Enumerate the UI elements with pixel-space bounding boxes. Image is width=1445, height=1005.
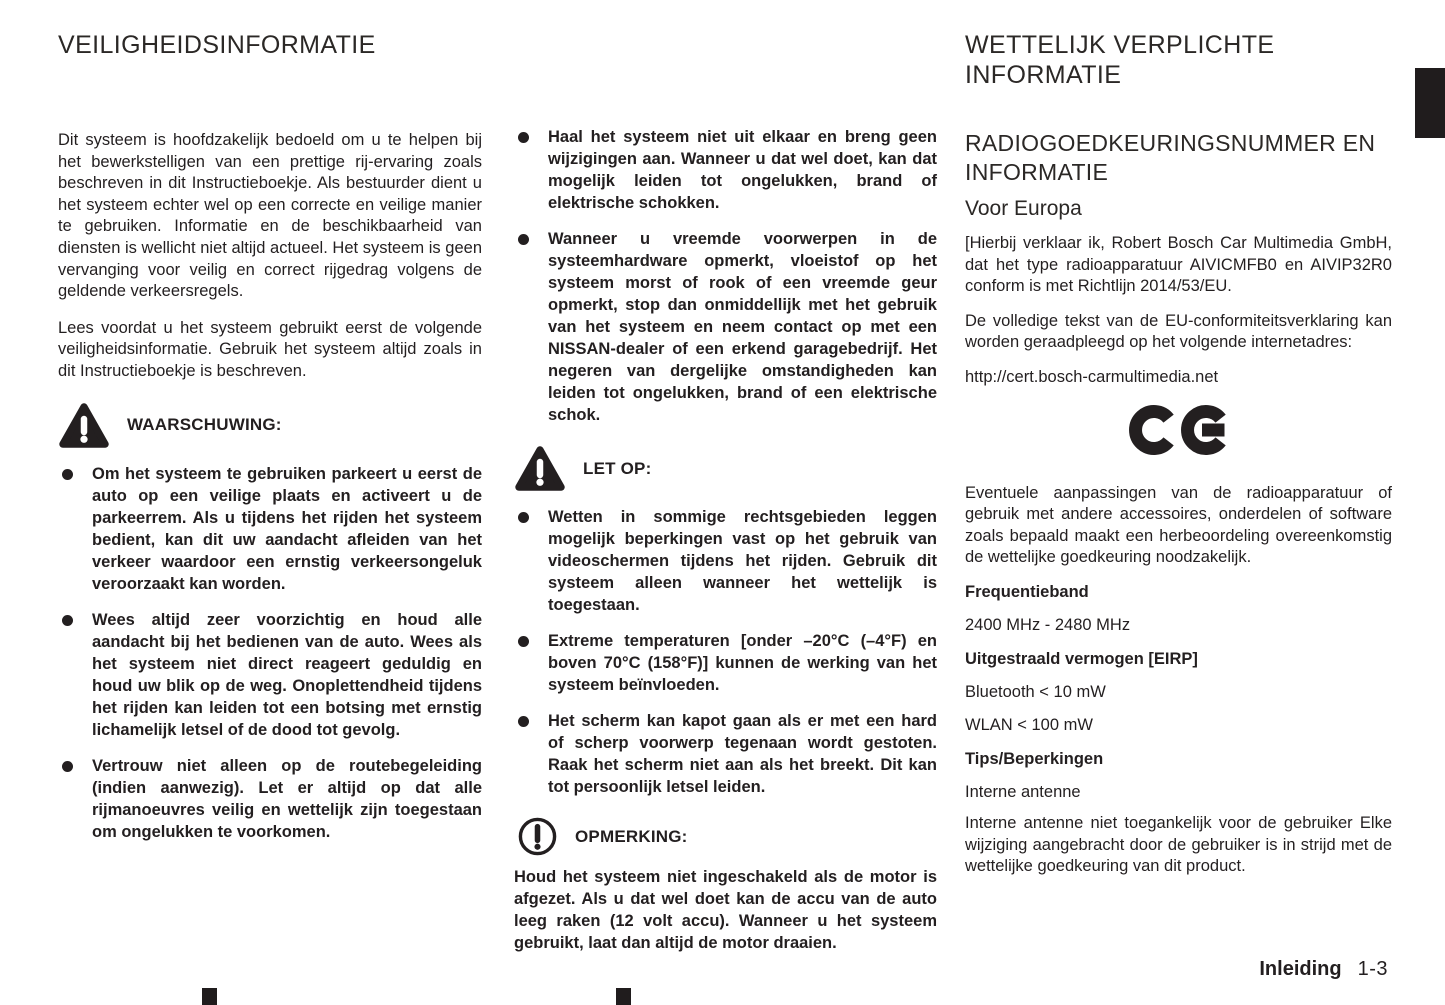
safety-intro-paragraph: Dit systeem is hoofdzakelijk bedoeld om u te helpen bij het bewerkstelligen van een prettige rij-ervaring zoals beschreven in dit Instructieboekje. Als bestuurder dient u het systeem echter wel op een correcte en veilige manier te gebruiken. Informatie en de beschikbaarheid van diensten is wellicht niet altijd actueel. Het systeem is geen vervanging voor veilig en correct rijgedrag volgens de geldende verkeersregels. [58, 131, 482, 301]
warning-bullet-text: Wees altijd zeer voorzichtig en houd alle aandacht bij het bedienen van de auto. Wees als het systeem niet direct reageert geduldig en houd uw blik op de weg. Onoplettendheid tijdens het rijden kan leiden tot een botsing met ernstig lichamelijk letsel of de dood tot gevolg. [92, 610, 482, 739]
page-title-safety: VEILIGHEIDSINFORMATIE [58, 31, 376, 59]
legal-information-column [965, 0, 1392, 878]
warning-bullet-item [514, 126, 937, 214]
wlan-power-value: WLAN < 100 mW [965, 715, 1093, 734]
radiated-power-label: Uitgestraald vermogen [EIRP] [965, 649, 1198, 668]
warning-bullet-text: Vertrouw niet alleen op de routebegeleiding (indien aanwezig). Let er altijd op dat alle rijmanoeuvres veilig en wettelijk zijn toegestaan om ongelukken te voorkomen. [92, 756, 482, 841]
page-footer [1259, 957, 1388, 981]
conformity-fulltext-paragraph: De volledige tekst van de EU-conformiteitsverklaring kan worden geraadpleegd op het volgende internetadres: [965, 311, 1392, 352]
caution-bullet-item [514, 506, 937, 616]
caution-label: LET OP: [583, 458, 652, 478]
bullet-icon [518, 716, 529, 727]
registration-mark [202, 988, 217, 1005]
warning-bullet-item [514, 228, 937, 426]
warning-bullet-item [58, 463, 482, 595]
frequency-band-value: 2400 MHz - 2480 MHz [965, 615, 1131, 634]
modification-note-paragraph: Eventuele aanpassingen van de radioapparatuur of gebruik met andere accessoires, onderdelen of software zoals bepaald maakt een herbeoordeling overeenkomstig de wettelijke goedkeuring noodzakelijk. [965, 483, 1392, 567]
warning-triangle-icon [58, 402, 110, 449]
warning-bullet-item [58, 755, 482, 843]
region-heading: Voor Europa [965, 197, 1082, 220]
frequency-band-label: Frequentieband [965, 582, 1089, 601]
warning-bullet-item [58, 609, 482, 741]
ce-mark-container [965, 396, 1392, 469]
page-title-legal: WETTELIJK VERPLICHTE INFORMATIE [965, 31, 1275, 89]
bullet-icon [62, 615, 73, 626]
bullet-icon [518, 636, 529, 647]
footer-page-number: 1-3 [1357, 958, 1388, 980]
bullet-icon [62, 469, 73, 480]
warning-label: WAARSCHUWING: [127, 415, 282, 435]
chapter-tab-marker [1415, 68, 1445, 138]
bullet-icon [518, 132, 529, 143]
warning-bullet-text: Haal het systeem niet uit elkaar en breng geen wijzigingen aan. Wanneer u dat wel doet, kan dat mogelijk leiden tot ongelukken, brand of elektrische schokken. [548, 128, 937, 212]
safety-information-column [58, 0, 482, 843]
tips-restrictions-label: Tips/Beperkingen [965, 749, 1104, 768]
warning-bullet-text: Wanneer u vreemde voorwerpen in de systeemhardware opmerkt, vloeistof op het systeem morst of rook of een vreemde geur opmerkt, stop dan onmiddellijk met het gebruik van het systeem en neem contact op met een NISSAN-dealer of een erkend garagebedrijf. Het negeren van dergelijke omstandigheden kan leiden tot ongelukken, brand of een elektrische schok. [548, 230, 937, 424]
warnings-continued-column [514, 0, 937, 954]
caution-bullet-item [514, 630, 937, 696]
bullet-icon [518, 512, 529, 523]
bluetooth-power-value: Bluetooth < 10 mW [965, 682, 1106, 701]
caution-bullet-text: Het scherm kan kapot gaan als er met een hard of scherp voorwerp tegenaan wordt gestoten. Raak het scherm niet aan als het breekt. Dit kan tot persoonlijk letsel leiden. [548, 712, 937, 796]
note-label: OPMERKING: [575, 826, 688, 846]
internal-antenna-value: Interne antenne [965, 782, 1081, 801]
note-exclamation-circle-icon [517, 816, 558, 857]
ce-mark-logo [1129, 396, 1229, 464]
footer-chapter-label: Inleiding [1259, 958, 1342, 980]
warning-bullet-text: Om het systeem te gebruiken parkeert u eerst de auto op een veilige plaats en activeert u de parkeerrem. Als u tijdens het rijden het systeem bedient, kan dit uw aandacht afleiden van het verkeer waardoor een ernstig verkeersongeluk veroorzaakt kan worden. [92, 464, 482, 593]
certificate-url: http://cert.bosch-carmultimedia.net [965, 367, 1219, 386]
note-header [514, 816, 937, 857]
caution-bullet-text: Wetten in sommige rechtsgebieden leggen mogelijk beperkingen vast op het gebruik van videoschermen tijdens het rijden. Gebruik dit systeem alleen wanneer het wettelijk is toegestaan. [548, 508, 937, 614]
radio-approval-heading: RADIOGOEDKEURINGSNUMMER EN INFORMATIE [965, 130, 1376, 185]
caution-bullet-item [514, 710, 937, 798]
caution-triangle-icon [514, 445, 566, 492]
antenna-note-paragraph: Interne antenne niet toegankelijk voor de gebruiker Elke wijziging aangebracht door de gebruiker is in strijd met de wettelijke goedkeuring van dit product. [965, 813, 1392, 876]
warning-header [58, 402, 482, 449]
safety-read-first-paragraph: Lees voordat u het systeem gebruikt eerst de volgende veiligheidsinformatie. Gebruik het systeem altijd zoals in dit Instructieboekje is beschreven. [58, 318, 482, 380]
bullet-icon [62, 761, 73, 772]
registration-mark [616, 988, 631, 1005]
note-text: Houd het systeem niet ingeschakeld als de motor is afgezet. Als u dat wel doet kan de accu van de auto leeg raken (12 volt accu). Wanneer u het systeem gebruikt, laat dan altijd de motor draaien. [514, 868, 937, 952]
caution-header [514, 445, 937, 492]
conformity-declaration-paragraph: [Hierbij verklaar ik, Robert Bosch Car Multimedia GmbH, dat het type radioapparatuur AIVICMFB0 en AIVIP32R0 conform is met Richtlijn 2014/53/EU. [965, 234, 1392, 296]
bullet-icon [518, 234, 529, 245]
caution-bullet-text: Extreme temperaturen [onder –20°C (–4°F) en boven 70°C (158°F)] kunnen de werking van het systeem beïnvloeden. [548, 632, 937, 694]
